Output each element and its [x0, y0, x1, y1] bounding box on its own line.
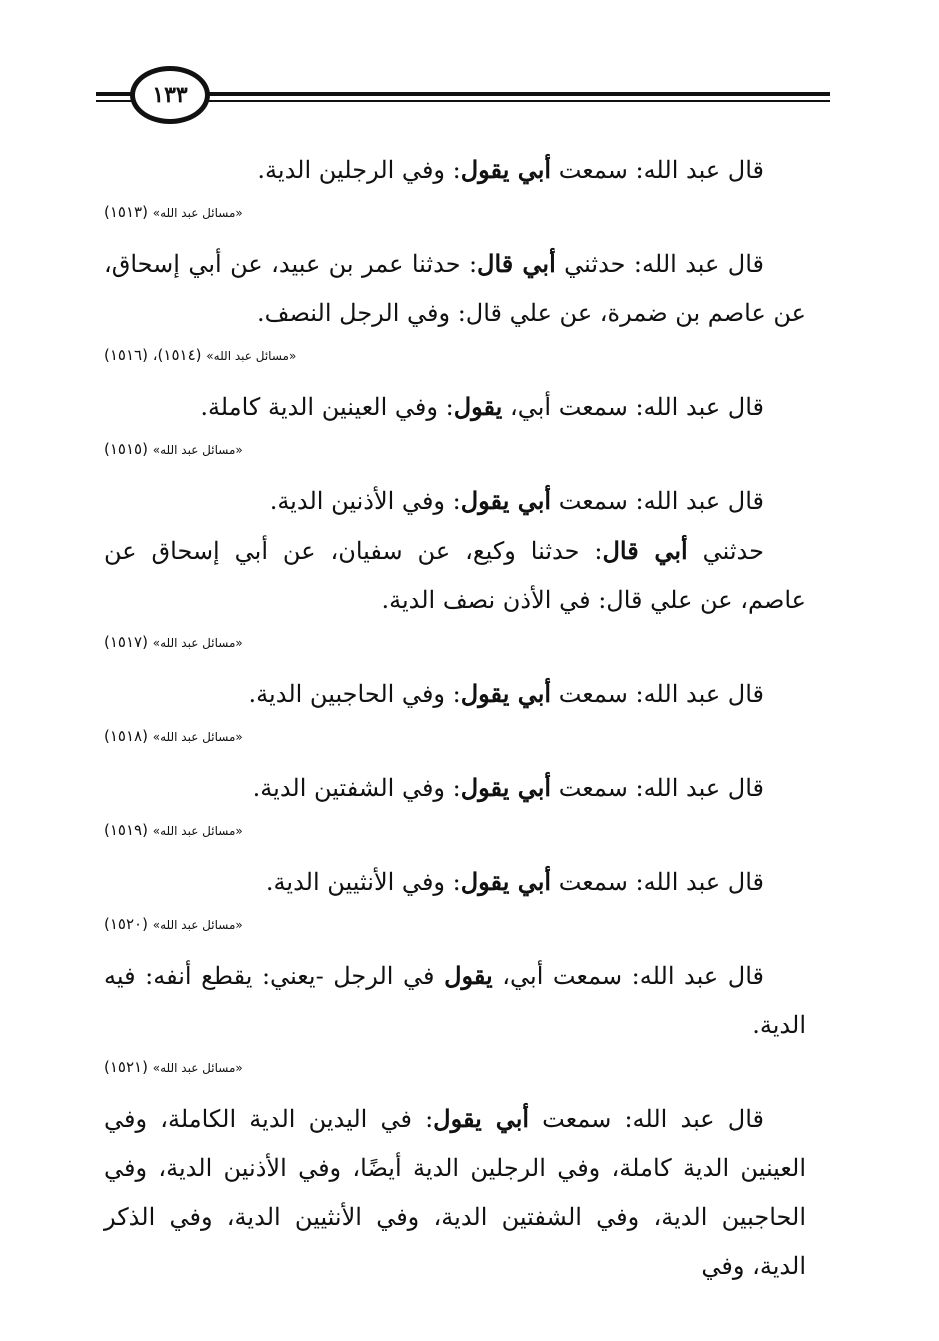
bold-phrase: يقول	[453, 392, 503, 421]
citation: «مسائل عبد الله» (١٥١٩)	[104, 821, 243, 839]
bold-phrase: أبي يقول	[460, 773, 552, 802]
entry-1520: قال عبد الله: سمعت أبي يقول: وفي الأنثيين الدية.	[265, 867, 764, 896]
bold-phrase: يقول	[444, 961, 493, 990]
bold-phrase: أبي يقول	[460, 486, 552, 515]
citation: «مسائل عبد الله» (١٥٢١)	[104, 1058, 243, 1076]
page-body	[104, 145, 806, 1291]
entry-1515: قال عبد الله: سمعت أبي، يقول: وفي العينين الدية كاملة.	[200, 392, 764, 421]
entry-1514: قال عبد الله: حدثني أبي قال: حدثنا عمر بن عبيد، عن أبي إسحاق، عن عاصم بن ضمرة، عن علي قال: وفي الرجل النصف.	[104, 249, 806, 327]
bold-phrase: أبي يقول	[433, 1104, 530, 1133]
entry-1518: قال عبد الله: سمعت أبي يقول: وفي الحاجبين الدية.	[248, 679, 764, 708]
bold-phrase: أبي قال	[602, 536, 688, 565]
citation: «مسائل عبد الله» (١٥١٤)، (١٥١٦)	[104, 346, 297, 364]
entry-1521: قال عبد الله: سمعت أبي، يقول في الرجل -يعني: يقطع أنفه: فيه الدية.	[104, 961, 806, 1039]
citation: «مسائل عبد الله» (١٥١٥)	[104, 440, 243, 458]
entry-1517: حدثني أبي قال: حدثنا وكيع، عن سفيان، عن أبي إسحاق عن عاصم، عن علي قال: في الأذن نصف الدية.	[104, 536, 806, 614]
citation: «مسائل عبد الله» (١٥١٨)	[104, 727, 243, 745]
entry-ears: قال عبد الله: سمعت أبي يقول: وفي الأذنين الدية.	[269, 486, 764, 515]
entry-diya-summary: قال عبد الله: سمعت أبي يقول: في اليدين الدية الكاملة، وفي العينين الدية كاملة، وفي الرجلين الدية أيضًا، وفي الأذنين الدية، وفي الحاجبين الدية، وفي الشفتين الدية، وفي الأنثيين الدية، وفي الذكر الدية، وفي	[104, 1104, 806, 1280]
citation: «مسائل عبد الله» (١٥١٧)	[104, 633, 243, 651]
bold-phrase: أبي يقول	[460, 867, 552, 896]
bold-phrase: أبي قال	[477, 249, 556, 278]
citation: «مسائل عبد الله» (١٥٢٠)	[104, 915, 243, 933]
entry-1519: قال عبد الله: سمعت أبي يقول: وفي الشفتين الدية.	[252, 773, 764, 802]
entry-1513: قال عبد الله: سمعت أبي يقول: وفي الرجلين الدية.	[257, 155, 764, 184]
citation: «مسائل عبد الله» (١٥١٣)	[104, 203, 243, 221]
page-header	[96, 66, 830, 136]
bold-phrase: أبي يقول	[460, 679, 552, 708]
page-number: ١٣٣	[130, 66, 210, 124]
bold-phrase: أبي يقول	[460, 155, 552, 184]
